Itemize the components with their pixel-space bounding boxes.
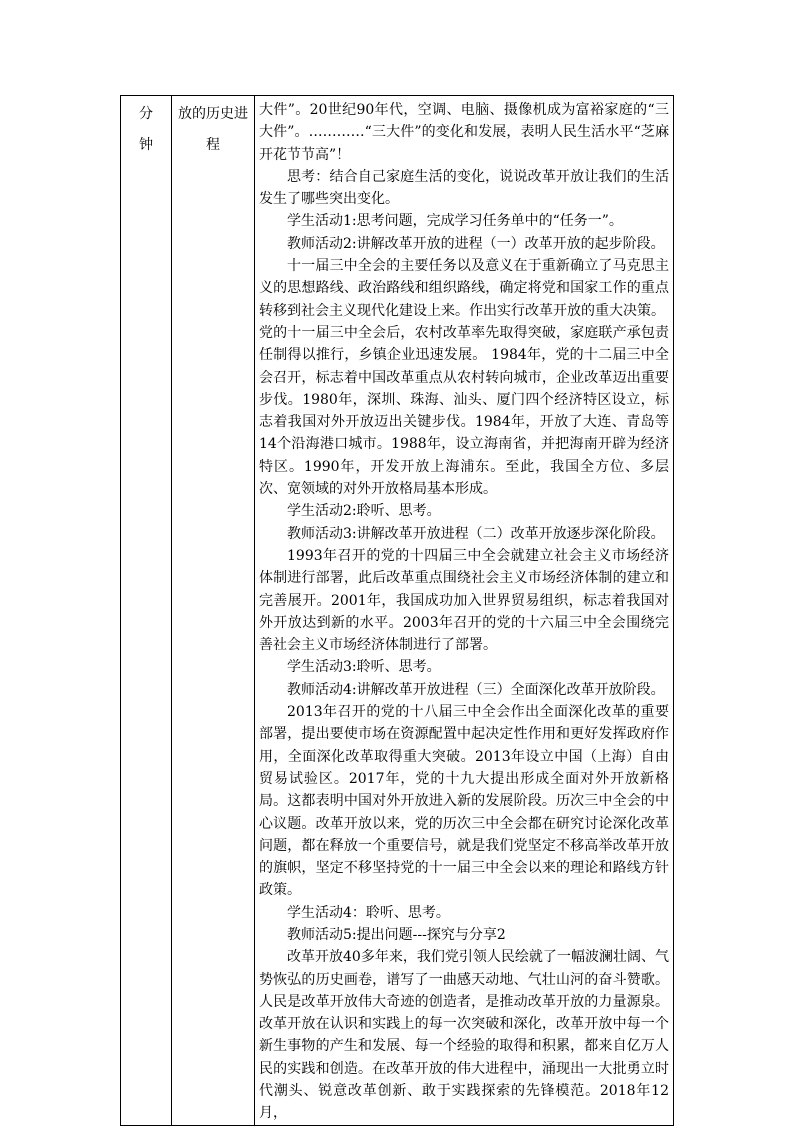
paragraph: 教师活动3:讲解改革开放进程（二）改革开放逐步深化阶段。 [287, 525, 665, 542]
paragraph: 学生活动3:聆听、思考。 [287, 659, 441, 676]
paragraph: 大件”。20世纪90年代，空调、电脑、摄像机成为富裕家庭的“三大件”。…………“三大件”的变化和发展，表明人民生活水平“芝麻开花节节高”！ [259, 102, 669, 163]
paragraph: 学生活动4：聆听、思考。 [287, 904, 450, 921]
lesson-plan-table [120, 95, 674, 1126]
paragraph: 学生活动1:思考问题，完成学习任务单中的“任务一”。 [287, 213, 623, 230]
time-label [121, 96, 171, 161]
time-label-line: 钟 [139, 137, 153, 153]
step-label-line: 放的历史进 [178, 106, 248, 122]
paragraph: 学生活动2:聆听、思考。 [287, 503, 441, 520]
paragraph: 十一届三中全会的主要任务以及意义在于重新确立了马克思主义的思想路线、政治路线和组织路线，确定将党和国家工作的重点转移到社会主义现代化建设上来。作出实行改革开放的重大决策。 [259, 258, 669, 319]
paragraph: 教师活动4:讲解改革开放进程（三）全面深化改革开放阶段。 [287, 681, 665, 698]
content-cell [255, 96, 674, 1126]
paragraph: 1993年召开的党的十四届三中全会就建立社会主义市场经济体制进行部署，此后改革重点围绕社会主义市场经济体制的建立和完善展开。2001年，我国成功加入世界贸易组织，标志着我国对外开放达到新的水平。2003年召开的党的十六届三中全会围绕完善社会主义市场经济体制进行了部署。 [259, 547, 669, 654]
lesson-content [255, 96, 673, 1125]
paragraph: 2013年召开的党的十八届三中全会作出全面深化改革的重要部署，提出要使市场在资源配置中起决定性作用和更好发挥政府作用，全面深化改革取得重大突破。2013年设立中国（上海）自由贸易试验区。2017年，党的十九大提出形成全面对外开放新格局。这都表明中国对外开放进入新的发展阶段。历次三中全会的中心议题。改革开放以来，党的历次三中全会都在研究讨论深化改革问题，都在释放一个重要信号，就是我们党坚定不移高举改革开放的旗帜，坚定不移坚持党的十一届三中全会以来的理论和路线方针政策。 [259, 704, 669, 899]
time-label-line: 分 [139, 106, 153, 122]
paragraph: 教师活动2:讲解改革开放的进程（一）改革开放的起步阶段。 [287, 235, 665, 252]
paragraph: 思考：结合自己家庭生活的变化，说说改革开放让我们的生活发生了哪些突出变化。 [259, 168, 669, 208]
paragraph: 党的十一届三中全会后，农村改革率先取得突破，家庭联产承包责任制得以推行，乡镇企业迅速发展。 1984年，党的十二届三中全会召开，标志着中国改革重点从农村转向城市，企业改革迈出重要步伐。1980年，深圳、珠海、汕头、厦门四个经济特区设立，标志着我国对外开放迈出关键步伐。1984年，开放了大连、青岛等14个沿海港口城市。1988年，设立海南省，并把海南开辟为经济特区。1990年，开发开放上海浦东。至此，我国全方位、多层次、宽领域的对外开放格局基本形成。 [259, 324, 669, 498]
paragraph: 教师活动5:提出问题---探究与分享2 [287, 926, 506, 943]
paragraph: 改革开放40多年来，我们党引领人民绘就了一幅波澜壮阔、气势恢弘的历史画卷，谱写了一曲感天动地、气壮山河的奋斗赞歌。人民是改革开放伟大奇迹的创造者，是推动改革开放的力量源泉。改革开放在认识和实践上的每一次突破和深化，改革开放中每一个新生事物的产生和发展、每一个经验的取得和积累，都来自亿万人民的实践和创造。在改革开放的伟大进程中，涌现出一大批勇立时代潮头、锐意改革创新、敢于实践探索的先锋模范。2018年12月， [259, 949, 669, 1122]
step-cell [172, 96, 255, 1126]
step-label-line: 程 [206, 137, 220, 153]
time-cell [121, 96, 172, 1126]
step-label [172, 96, 254, 161]
table-row [121, 96, 674, 1126]
